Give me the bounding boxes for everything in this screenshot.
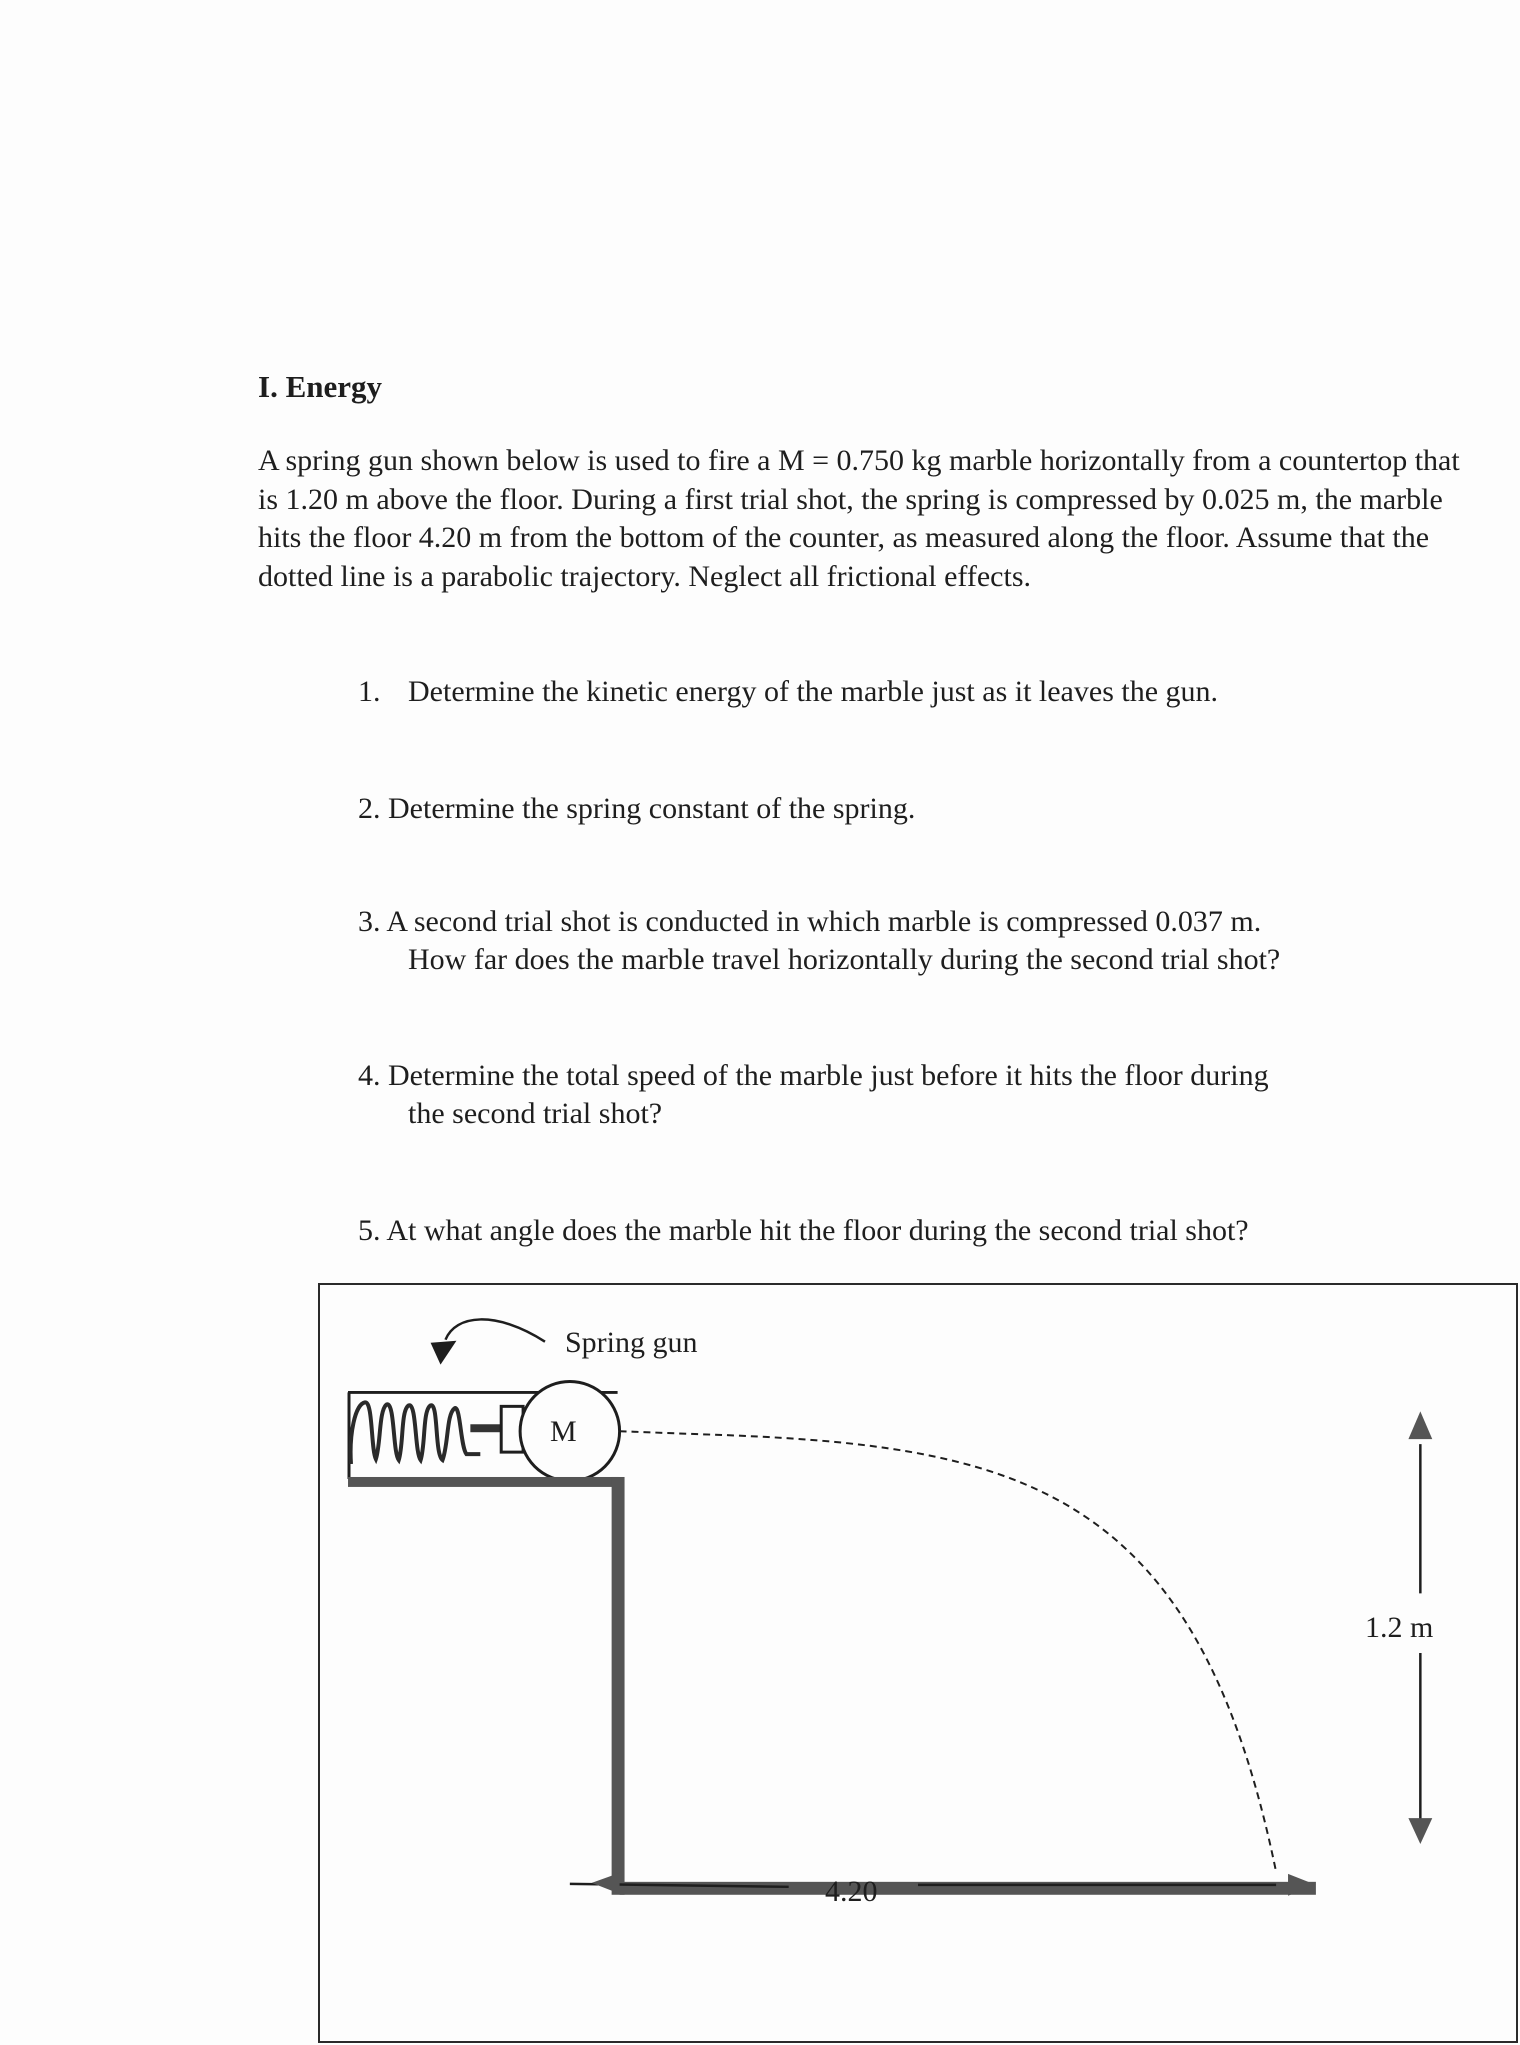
spring-coil-icon — [351, 1402, 481, 1464]
question-number: 3. — [358, 905, 381, 938]
question-5 — [358, 1212, 1408, 1250]
countertop — [348, 1477, 619, 1487]
question-text: Determine the spring constant of the spring. — [388, 792, 916, 825]
diagram-drawing — [320, 1285, 1516, 2041]
question-4 — [358, 1057, 1408, 1133]
distance-label: 4.20 — [825, 1875, 878, 1908]
question-number: 2. — [358, 792, 381, 825]
question-text: At what angle does the marble hit the floor during the second trial shot? — [386, 1214, 1249, 1247]
marble-mass-label: M — [550, 1415, 577, 1448]
question-text: Determine the kinetic energy of the marble just as it leaves the gun. — [408, 675, 1219, 708]
question-text-continued: How far does the marble travel horizontally during the second trial shot? — [408, 943, 1281, 976]
plunger-rod — [470, 1424, 502, 1432]
counter-wall — [612, 1477, 625, 1895]
spring-gun-label: Spring gun — [565, 1326, 698, 1359]
height-arrowhead-up-icon — [1408, 1411, 1432, 1439]
question-text: Determine the total speed of the marble just before it hits the floor during — [388, 1059, 1269, 1092]
question-text: A second trial shot is conducted in which marble is compressed 0.037 m. — [386, 905, 1262, 938]
spring-gun-diagram — [318, 1283, 1518, 2043]
question-2 — [358, 790, 1408, 828]
trajectory-path — [620, 1431, 1277, 1872]
question-1 — [358, 673, 1408, 711]
question-number: 4. — [358, 1059, 381, 1092]
section-heading: I. Energy — [258, 369, 382, 404]
question-3 — [358, 903, 1408, 979]
height-label: 1.2 m — [1365, 1611, 1434, 1644]
question-number: 1. — [358, 675, 381, 708]
question-text-continued: the second trial shot? — [408, 1097, 663, 1130]
question-number: 5. — [358, 1214, 381, 1247]
pointer-arrowhead-icon — [431, 1341, 457, 1365]
distance-arrowhead-left-icon — [592, 1873, 620, 1894]
height-arrowhead-down-icon — [1408, 1818, 1432, 1844]
pointer-arrow — [446, 1319, 545, 1341]
problem-intro: A spring gun shown below is used to fire a M = 0.750 kg marble horizontally from a countertop that is 1.20 m above the floor. During a first trial shot, the spring is compressed by 0.025 m, the marble hits the floor 4.20 m from the bottom of the counter, as measured along the floor. Assume that the dotted line is a parabolic trajectory. Neglect all frictional effects. — [258, 444, 1460, 593]
